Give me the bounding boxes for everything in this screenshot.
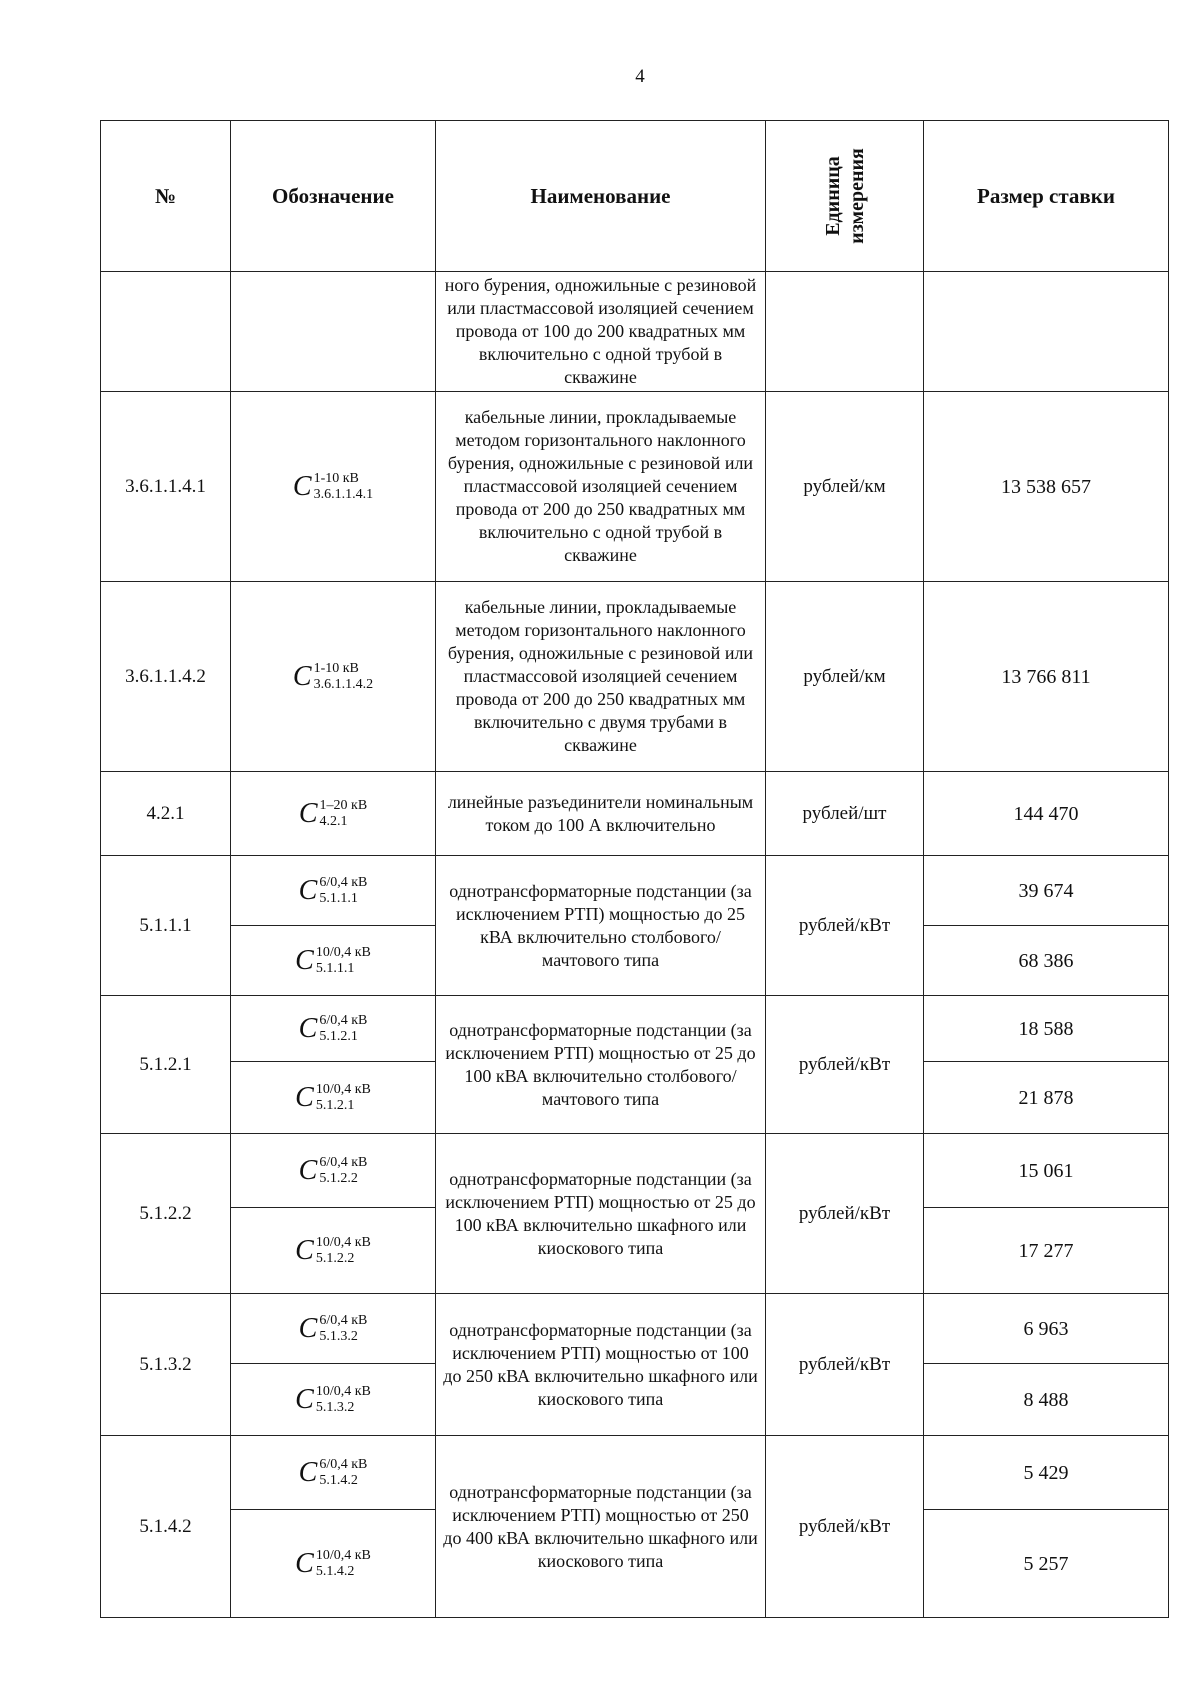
cell-name: однотрансформаторные подстанции (за исключением РТП) мощностью от 25 до 100 кВА включительно шкафного или киоскового типа bbox=[436, 1134, 766, 1294]
cell-name: ного бурения, одножильные с резиновой или пластмассовой изоляцией сечением провода от 100 до 200 квадратных мм включительно с одной трубой в скважине bbox=[436, 272, 766, 392]
cell-designation bbox=[231, 856, 436, 926]
table-row bbox=[101, 772, 1169, 856]
cell-rate: 13 766 811 bbox=[924, 582, 1169, 772]
cell-designation bbox=[231, 926, 436, 996]
cell-unit: рублей/км bbox=[766, 392, 924, 582]
cell-no: 5.1.1.1 bbox=[101, 856, 231, 996]
rate-symbol: C 10/0,4 кВ 5.1.1.1 bbox=[295, 944, 371, 976]
cell-unit: рублей/кВт bbox=[766, 1294, 924, 1436]
symbol-subscript: 5.1.2.2 bbox=[319, 1170, 358, 1186]
table-row bbox=[101, 996, 1169, 1062]
cell-rate bbox=[924, 272, 1169, 392]
cell-rate: 21 878 bbox=[924, 1062, 1169, 1134]
cell-unit: рублей/кВт bbox=[766, 856, 924, 996]
cell-designation bbox=[231, 1062, 436, 1134]
cell-name: однотрансформаторные подстанции (за исключением РТП) мощностью от 100 до 250 кВА включительно шкафного или киоскового типа bbox=[436, 1294, 766, 1436]
header-no: № bbox=[101, 121, 231, 272]
symbol-subscript: 5.1.2.1 bbox=[319, 1028, 358, 1044]
rate-symbol: C 10/0,4 кВ 5.1.4.2 bbox=[295, 1547, 371, 1579]
symbol-superscript: 1–20 кВ bbox=[319, 797, 368, 813]
symbol-superscript: 1-10 кВ bbox=[313, 660, 359, 676]
rate-symbol: C 6/0,4 кВ 5.1.4.2 bbox=[298, 1456, 368, 1488]
cell-unit: рублей/шт bbox=[766, 772, 924, 856]
cell-rate: 144 470 bbox=[924, 772, 1169, 856]
symbol-subscript: 5.1.3.2 bbox=[315, 1399, 355, 1415]
symbol-superscript: 6/0,4 кВ bbox=[319, 1456, 368, 1472]
cell-rate: 5 257 bbox=[924, 1510, 1169, 1618]
table-row bbox=[101, 1134, 1169, 1208]
table-row bbox=[101, 392, 1169, 582]
symbol-superscript: 10/0,4 кВ bbox=[315, 1547, 371, 1563]
symbol-subscript: 5.1.4.2 bbox=[315, 1563, 355, 1579]
cell-designation bbox=[231, 272, 436, 392]
header-unit-line2: измерения bbox=[845, 148, 868, 244]
cell-rate: 8 488 bbox=[924, 1364, 1169, 1436]
cell-name: линейные разъединители номинальным током до 100 А включительно bbox=[436, 772, 766, 856]
cell-no: 5.1.3.2 bbox=[101, 1294, 231, 1436]
cell-no bbox=[101, 272, 231, 392]
symbol-subscript: 5.1.3.2 bbox=[319, 1328, 358, 1344]
symbol-subscript: 3.6.1.1.4.2 bbox=[313, 676, 374, 692]
table-row bbox=[101, 582, 1169, 772]
cell-rate: 5 429 bbox=[924, 1436, 1169, 1510]
cell-rate: 6 963 bbox=[924, 1294, 1169, 1364]
cell-no: 4.2.1 bbox=[101, 772, 231, 856]
table-row bbox=[101, 272, 1169, 392]
rate-symbol: C 6/0,4 кВ 5.1.2.1 bbox=[298, 1012, 368, 1044]
header-row bbox=[101, 121, 1169, 272]
rate-symbol: C 6/0,4 кВ 5.1.2.2 bbox=[298, 1154, 368, 1186]
symbol-subscript: 5.1.2.1 bbox=[315, 1097, 355, 1113]
cell-designation bbox=[231, 1510, 436, 1618]
cell-designation bbox=[231, 1294, 436, 1364]
cell-rate: 39 674 bbox=[924, 856, 1169, 926]
header-name: Наименование bbox=[436, 121, 766, 272]
cell-unit: рублей/кВт bbox=[766, 1436, 924, 1618]
header-unit-line1: Единица bbox=[821, 156, 844, 236]
cell-no: 5.1.2.1 bbox=[101, 996, 231, 1134]
symbol-superscript: 10/0,4 кВ bbox=[315, 944, 371, 960]
symbol-subscript: 5.1.1.1 bbox=[319, 890, 358, 906]
cell-unit: рублей/кВт bbox=[766, 1134, 924, 1294]
cell-no: 3.6.1.1.4.2 bbox=[101, 582, 231, 772]
symbol-subscript: 5.1.4.2 bbox=[319, 1472, 358, 1488]
cell-designation bbox=[231, 392, 436, 582]
table-row bbox=[101, 1294, 1169, 1364]
symbol-superscript: 1-10 кВ bbox=[313, 470, 359, 486]
tariff-table bbox=[100, 120, 1169, 1618]
symbol-superscript: 6/0,4 кВ bbox=[319, 1154, 368, 1170]
cell-no: 5.1.4.2 bbox=[101, 1436, 231, 1618]
rate-symbol: C 1-10 кВ 3.6.1.1.4.2 bbox=[292, 660, 374, 692]
symbol-superscript: 6/0,4 кВ bbox=[319, 874, 368, 890]
cell-rate: 18 588 bbox=[924, 996, 1169, 1062]
rate-symbol: C 10/0,4 кВ 5.1.2.2 bbox=[295, 1234, 371, 1266]
cell-name: кабельные линии, прокладываемые методом горизонтального наклонного бурения, одножильные с резиновой или пластмассовой изоляцией сечением провода от 200 до 250 квадратных мм включительно с одной трубой в скважине bbox=[436, 392, 766, 582]
cell-name: кабельные линии, прокладываемые методом горизонтального наклонного бурения, одножильные с резиновой или пластмассовой изоляцией сечением провода от 200 до 250 квадратных мм включительно с двумя трубами в скважине bbox=[436, 582, 766, 772]
cell-name: однотрансформаторные подстанции (за исключением РТП) мощностью от 25 до 100 кВА включительно столбового/мачтового типа bbox=[436, 996, 766, 1134]
header-designation: Обозначение bbox=[231, 121, 436, 272]
cell-designation bbox=[231, 1364, 436, 1436]
rate-symbol: C 10/0,4 кВ 5.1.3.2 bbox=[295, 1383, 371, 1415]
cell-rate: 17 277 bbox=[924, 1208, 1169, 1294]
symbol-superscript: 10/0,4 кВ bbox=[315, 1081, 371, 1097]
rate-symbol: C 10/0,4 кВ 5.1.2.1 bbox=[295, 1081, 371, 1113]
cell-designation bbox=[231, 1208, 436, 1294]
cell-name: однотрансформаторные подстанции (за исключением РТП) мощностью от 250 до 400 кВА включительно шкафного или киоскового типа bbox=[436, 1436, 766, 1618]
cell-designation bbox=[231, 996, 436, 1062]
rate-symbol: C 1–20 кВ 4.2.1 bbox=[298, 797, 368, 829]
symbol-subscript: 5.1.2.2 bbox=[315, 1250, 355, 1266]
cell-unit: рублей/км bbox=[766, 582, 924, 772]
symbol-superscript: 6/0,4 кВ bbox=[319, 1312, 368, 1328]
header-rate: Размер ставки bbox=[924, 121, 1169, 272]
table-row bbox=[101, 856, 1169, 926]
cell-no: 3.6.1.1.4.1 bbox=[101, 392, 231, 582]
symbol-superscript: 10/0,4 кВ bbox=[315, 1234, 371, 1250]
table-row bbox=[101, 1436, 1169, 1510]
symbol-subscript: 5.1.1.1 bbox=[315, 960, 355, 976]
cell-rate: 13 538 657 bbox=[924, 392, 1169, 582]
page-number: 4 bbox=[635, 66, 645, 87]
symbol-subscript: 3.6.1.1.4.1 bbox=[313, 486, 374, 502]
symbol-superscript: 6/0,4 кВ bbox=[319, 1012, 368, 1028]
cell-rate: 15 061 bbox=[924, 1134, 1169, 1208]
cell-designation bbox=[231, 772, 436, 856]
cell-rate: 68 386 bbox=[924, 926, 1169, 996]
cell-unit bbox=[766, 272, 924, 392]
header-unit bbox=[766, 121, 924, 272]
cell-designation bbox=[231, 1436, 436, 1510]
cell-unit: рублей/кВт bbox=[766, 996, 924, 1134]
cell-no: 5.1.2.2 bbox=[101, 1134, 231, 1294]
rate-symbol: C 1-10 кВ 3.6.1.1.4.1 bbox=[292, 470, 374, 502]
cell-name: однотрансформаторные подстанции (за исключением РТП) мощностью до 25 кВА включительно столбового/мачтового типа bbox=[436, 856, 766, 996]
cell-designation bbox=[231, 582, 436, 772]
cell-designation bbox=[231, 1134, 436, 1208]
symbol-subscript: 4.2.1 bbox=[319, 813, 348, 829]
rate-symbol: C 6/0,4 кВ 5.1.3.2 bbox=[298, 1312, 368, 1344]
rate-symbol: C 6/0,4 кВ 5.1.1.1 bbox=[298, 874, 368, 906]
symbol-superscript: 10/0,4 кВ bbox=[315, 1383, 371, 1399]
